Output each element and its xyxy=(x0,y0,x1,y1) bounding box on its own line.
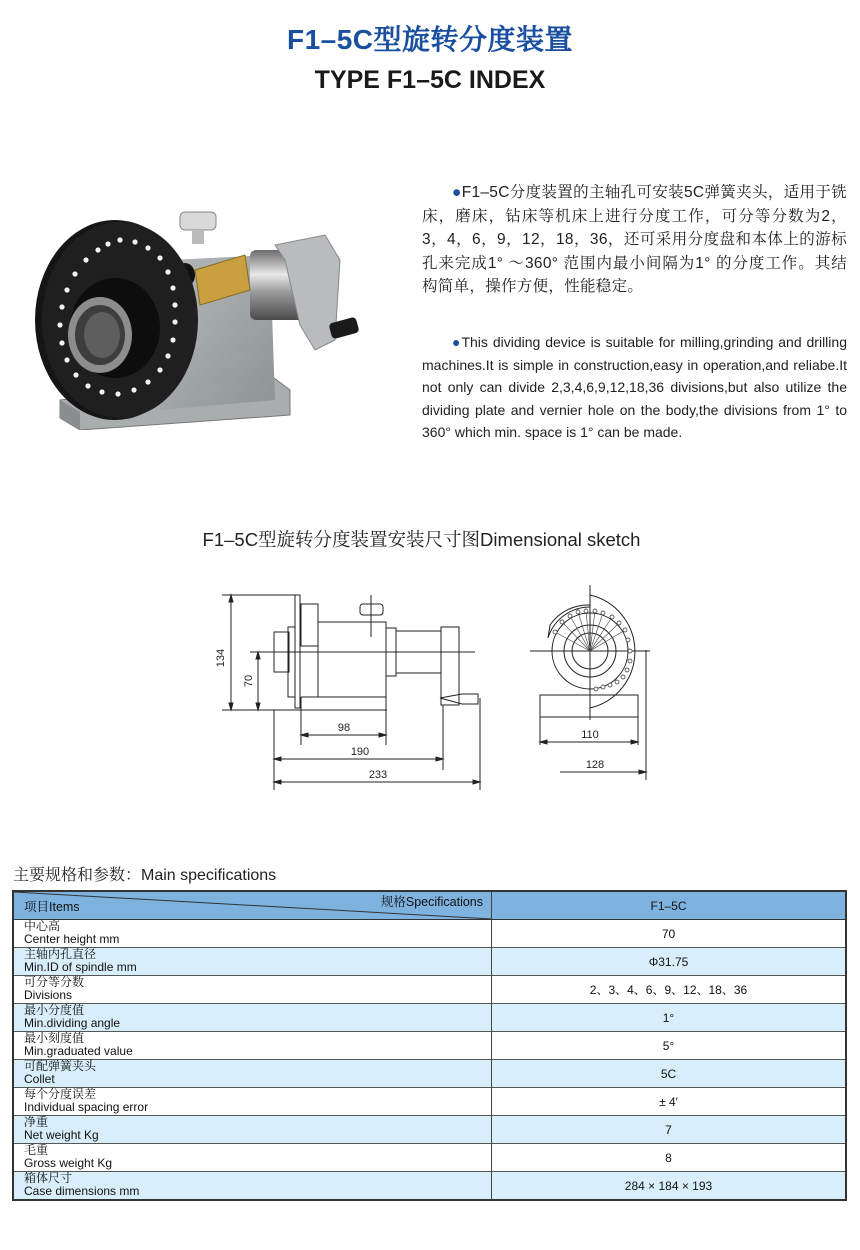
row-label-en: Net weight Kg xyxy=(24,1128,99,1142)
row-value: 2、3、4、6、9、12、18、36 xyxy=(492,976,847,1004)
row-value: 5° xyxy=(492,1032,847,1060)
description-en-text: This dividing device is suitable for milling,grinding and drilling machines.It is simple in construction,easy in operation,and reliabe.It not only can divide 2,3,4,6,9,12,18,36 divisions,but also utilize the dividing plate and vernier hole on the body,the divisions from 1° to 360° which min. space is 1° can be made. xyxy=(422,334,847,441)
row-label-en: Individual spacing error xyxy=(24,1100,149,1114)
table-row xyxy=(13,1032,846,1060)
page-title-cn: F1–5C型旋转分度装置 xyxy=(286,24,574,55)
table-row xyxy=(13,1144,846,1172)
front-view-sketch xyxy=(520,580,660,780)
header-specs-label: 规格Specifications xyxy=(380,895,483,909)
row-label-cn: 最小刻度值 xyxy=(24,1031,85,1045)
dim-128: 128 xyxy=(585,759,605,771)
table-row xyxy=(13,976,846,1004)
specs-header-row xyxy=(13,891,846,920)
specs-table xyxy=(12,890,847,1201)
page-title-en: TYPE F1–5C INDEX xyxy=(314,66,546,94)
table-row xyxy=(13,948,846,976)
table-row xyxy=(13,1004,846,1032)
header-items-cell xyxy=(13,891,492,920)
sketch-title: F1–5C型旋转分度装置安装尺寸图Dimensional sketch xyxy=(202,529,641,550)
table-row xyxy=(13,1116,846,1144)
row-label-en: Center height mm xyxy=(24,932,120,946)
row-value: 70 xyxy=(492,920,847,948)
row-value: Φ31.75 xyxy=(492,948,847,976)
row-label-en: Divisions xyxy=(24,988,73,1002)
row-value: ± 4′ xyxy=(492,1088,847,1116)
dim-70: 70 xyxy=(243,674,255,688)
description-cn xyxy=(422,181,847,299)
row-label-cn: 中心高 xyxy=(24,919,61,933)
row-value: 1° xyxy=(492,1004,847,1032)
row-label-cn: 最小分度值 xyxy=(24,1003,85,1017)
row-label-cn: 可配弹簧夹头 xyxy=(24,1059,97,1073)
side-view-sketch xyxy=(210,580,500,795)
row-label-cn: 每个分度误差 xyxy=(24,1087,97,1101)
dim-134: 134 xyxy=(215,648,227,668)
dim-110: 110 xyxy=(581,729,599,741)
row-label-en: Gross weight Kg xyxy=(24,1156,113,1170)
header-model-cell: F1–5C xyxy=(492,891,847,920)
table-row xyxy=(13,1060,846,1088)
row-label-en: Min.ID of spindle mm xyxy=(24,960,137,974)
dim-233: 233 xyxy=(368,769,388,781)
header-items-label: 项目Items xyxy=(24,900,80,914)
row-label-cn: 主轴内孔直径 xyxy=(24,947,97,961)
specs-heading: 主要规格和参数：Main specifications xyxy=(13,867,277,884)
description-cn-text: F1–5C分度装置的主轴孔可安装5C弹簧夹头，适用于铣床，磨床，钻床等机床上进行分度工作，可分等分数为2，3，4，6，9，12，18，36，还可采用分度盘和本体上的游标孔来完成1° ～360° 范围内最小间隔为1° 的分度工作。其结构简单，操作方便，性能稳定。 xyxy=(422,184,847,295)
table-row xyxy=(13,1172,846,1201)
bullet-icon: ● xyxy=(452,184,462,201)
row-label-en: Collet xyxy=(24,1072,55,1086)
row-label-en: Case dimensions mm xyxy=(24,1184,140,1198)
row-value: 284 × 184 × 193 xyxy=(492,1172,847,1201)
row-value: 5C xyxy=(492,1060,847,1088)
product-photo xyxy=(20,200,365,430)
description-en xyxy=(422,331,847,444)
bullet-icon: ● xyxy=(452,334,462,350)
dim-98: 98 xyxy=(337,722,351,734)
row-label-cn: 净重 xyxy=(24,1115,49,1129)
row-value: 8 xyxy=(492,1144,847,1172)
dim-190: 190 xyxy=(350,746,370,758)
row-label-en: Min.dividing angle xyxy=(24,1016,121,1030)
row-label-cn: 箱体尺寸 xyxy=(24,1171,73,1185)
table-row xyxy=(13,1088,846,1116)
row-label-cn: 可分等分数 xyxy=(24,975,85,989)
row-label-cn: 毛重 xyxy=(24,1143,49,1157)
row-value: 7 xyxy=(492,1116,847,1144)
row-label-en: Min.graduated value xyxy=(24,1044,133,1058)
table-row xyxy=(13,920,846,948)
